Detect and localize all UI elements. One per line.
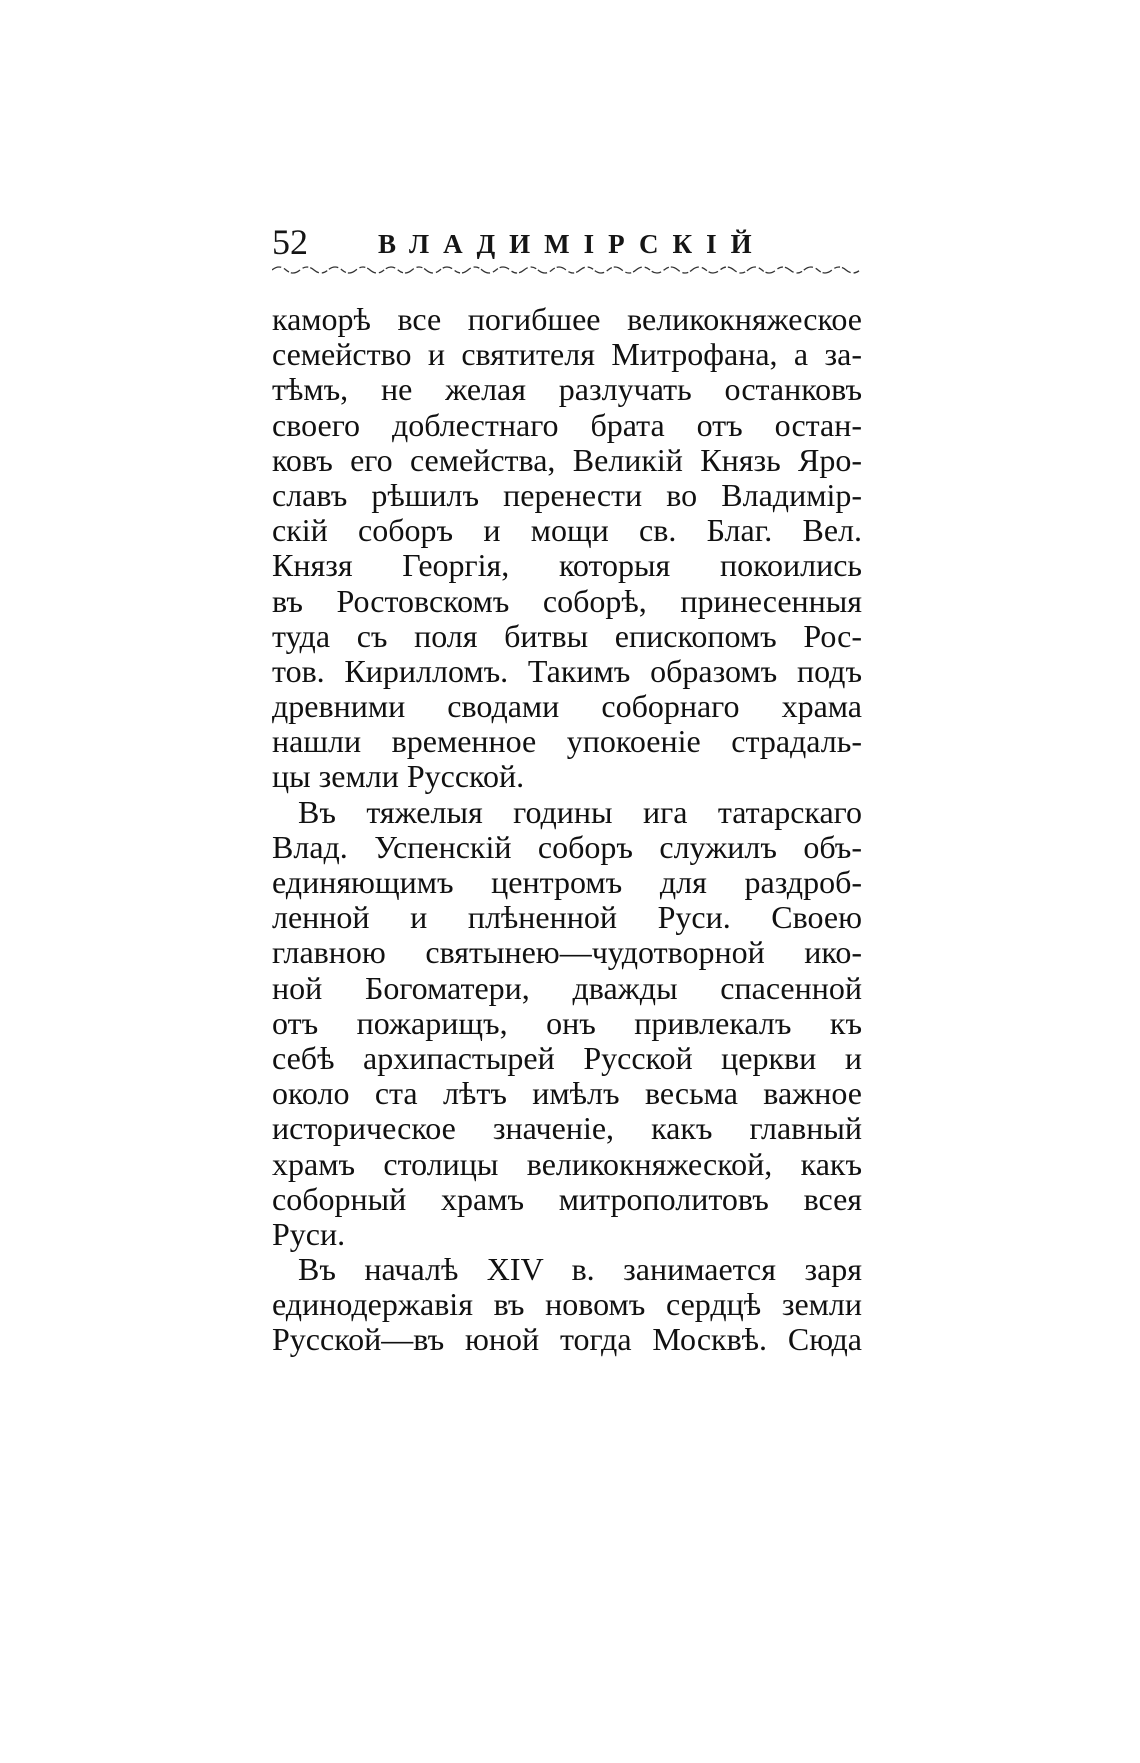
text-line: тов. Кирилломъ. Такимъ образомъ подъ (272, 652, 862, 689)
text-line: Въ началѣ XIV в. занимается заря (298, 1251, 862, 1288)
paragraph (272, 795, 862, 1252)
text-line: ной Богоматери, дважды спасенной (272, 969, 862, 1006)
paragraph (272, 302, 862, 795)
text-line: каморѣ все погибшее великокняжеское (272, 301, 862, 337)
text-line: своего доблестнаго брата отъ остан- (272, 406, 862, 443)
text-line: единодержавія въ новомъ сердцѣ земли (272, 1286, 862, 1323)
text-line: туда съ поля битвы епископомъ Рос- (272, 617, 862, 654)
text-line: ленной и плѣненной Руси. Своею (272, 899, 862, 936)
text-line: цы земли Русской. (272, 758, 525, 795)
text-line: Князя Георгія, которыя покоились (272, 547, 862, 584)
text-line: отъ пожарищъ, онъ привлекалъ къ (272, 1004, 862, 1041)
text-line: главною святынею—чудотворной ико- (272, 934, 862, 971)
text-line: историческое значеніе, какъ главный (272, 1110, 862, 1147)
text-line: храмъ столицы великокняжеской, какъ (272, 1145, 862, 1182)
text-line: древними сводами соборнаго храма (272, 688, 862, 725)
text-line: скій соборъ и мощи св. Благ. Вел. (272, 512, 862, 549)
text-line: семейство и святителя Митрофана, а за- (272, 336, 862, 373)
text-line: около ста лѣтъ имѣлъ весьма важное (272, 1075, 862, 1112)
paragraph (272, 1252, 862, 1358)
text-body (272, 302, 862, 1358)
text-line: Русской—въ юной тогда Москвѣ. Сюда (272, 1321, 862, 1358)
text-line: соборный храмъ митрополитовъ всея (272, 1180, 862, 1217)
text-line: въ Ростовскомъ соборѣ, принесенныя (272, 582, 862, 619)
running-title: ВЛАДИМІРСКІЙ (378, 229, 766, 259)
text-line: славъ рѣшилъ перенести во Владимір- (272, 476, 862, 513)
text-line: Руси. (272, 1215, 346, 1252)
page-number: 52 (272, 222, 308, 262)
text-line: ковъ его семейства, Великій Князь Яро- (272, 441, 862, 478)
wavy-rule-ornament (272, 262, 862, 278)
running-head (272, 222, 857, 262)
text-line: нашли временное упокоеніе страдаль- (272, 723, 862, 760)
text-line: Влад. Успенскій соборъ служилъ объ- (272, 828, 862, 865)
text-line: себѣ архипастырей Русской церкви и (272, 1039, 862, 1076)
text-line: тѣмъ, не желая разлучать останковъ (272, 371, 862, 408)
text-line: Въ тяжелыя годины ига татарскаго (298, 793, 862, 830)
text-line: единяющимъ центромъ для раздроб- (272, 864, 862, 900)
